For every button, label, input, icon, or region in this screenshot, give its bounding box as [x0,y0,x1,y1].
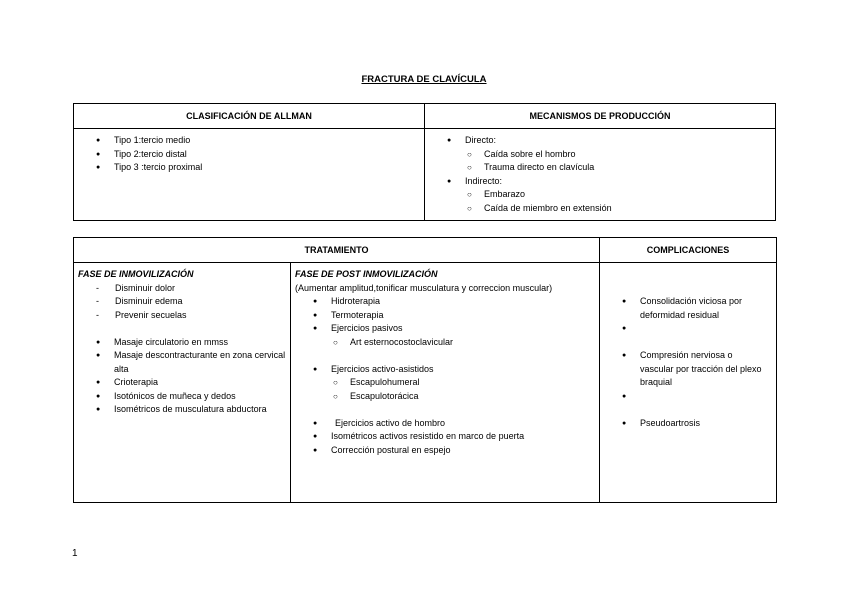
fase-inmovilizacion-cell [74,263,291,503]
directo-sublist [425,148,775,175]
list-item: ● Directo: ○ Caída sobre el hombro ○ Trauma directo en clavícula [425,134,775,175]
header-tratamiento: TRATAMIENTO [74,238,600,263]
document-title: FRACTURA DE CLAVÍCULA [361,74,487,85]
list-item: ● Compresión nerviosa o vascular por tracción del plexo braquial [600,349,776,390]
list-item: ● Tipo 2:tercio distal [74,148,424,162]
header-mecanismos: MECANISMOS DE PRODUCCIÓN [425,104,776,129]
fase2-items [291,295,599,349]
classification-table [73,103,776,221]
list-item: ● Masaje circulatorio en mmss [74,336,290,350]
list-item: ○ Embarazo [425,188,775,202]
fase2-title: FASE DE POST INMOVILIZACIÓN [295,269,438,279]
list-item: - Disminuir edema [74,295,290,309]
fase1-goals [74,282,290,323]
list-item: ● Pseudoartrosis [600,417,776,431]
list-item: ○ Trauma directo en clavícula [425,161,775,175]
list-item: ● Isométricos activos resistido en marco de puerta [291,430,599,444]
mecanismos-list [425,134,775,215]
fase1-bullets [74,336,290,417]
fase-post-inmovilizacion-cell [291,263,600,503]
list-item: - Prevenir secuelas [74,309,290,323]
list-item: ● Masaje descontracturante en zona cervical alta [74,349,290,376]
pasivos-sublist [291,336,599,350]
mecanismos-cell [425,129,776,221]
list-item: ● Tipo 1:tercio medio [74,134,424,148]
indirecto-sublist [425,188,775,215]
list-item: - Disminuir dolor [74,282,290,296]
fase2-subtitle: (Aumentar amplitud,tonificar musculatura y correccion muscular) [295,282,553,293]
list-item: ● Corrección postural en espejo [291,444,599,458]
list-item: ○ Art esternocostoclavicular [291,336,599,350]
list-item: ● Indirecto: ○ Embarazo ○ Caída de miembro en extensión [425,175,775,216]
list-item: ● Consolidación viciosa por deformidad residual [600,295,776,322]
header-clasificacion: CLASIFICACIÓN DE ALLMAN [74,104,425,129]
list-item: ● Crioterapia [74,376,290,390]
header-complicaciones: COMPLICACIONES [600,238,777,263]
list-item: ● Ejercicios pasivos ○ Art esternocostoclavicular [291,322,599,349]
list-item: ● Ejercicios activo de hombro [291,417,599,431]
list-item: ○ Caída de miembro en extensión [425,202,775,216]
complicaciones-cell [600,263,777,503]
complicaciones-list [600,295,776,430]
treatment-table [73,237,777,503]
list-item: ● Termoterapia [291,309,599,323]
fase1-title: FASE DE INMOVILIZACIÓN [78,269,194,279]
list-item: ● Tipo 3 :tercio proximal [74,161,424,175]
fase2-final-items [291,417,599,458]
clasificacion-cell [74,129,425,221]
fase2-activo-asistidos [291,363,599,404]
page-number: 1 [72,548,78,559]
activo-asistidos-sublist [291,376,599,403]
list-item: ○ Escapulotorácica [291,390,599,404]
list-item: ● Hidroterapia [291,295,599,309]
clasificacion-list [74,134,424,175]
list-item: ● Isotónicos de muñeca y dedos [74,390,290,404]
list-item: ● Ejercicios activo-asistidos ○ Escapulohumeral ○ Escapulotorácica [291,363,599,404]
list-item: ● Isométricos de musculatura abductora [74,403,290,417]
list-item: ○ Caída sobre el hombro [425,148,775,162]
list-item: ○ Escapulohumeral [291,376,599,390]
